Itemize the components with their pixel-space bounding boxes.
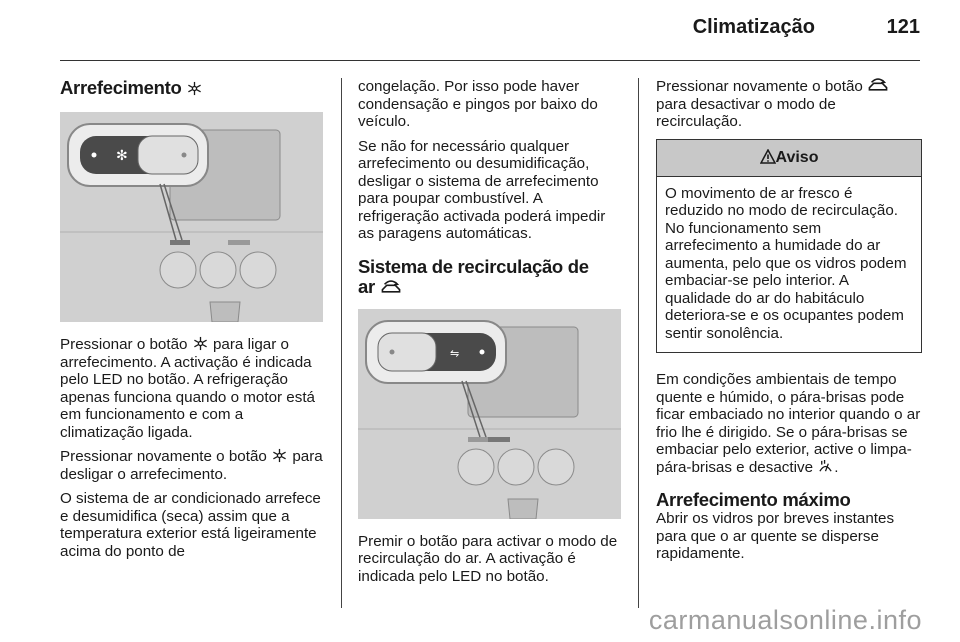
paragraph: Pressionar novamente o botão para desactivar o modo de recirculação. [656, 78, 922, 131]
recirculation-icon [380, 280, 402, 295]
snowflake-icon [192, 336, 209, 351]
recirculation-icon [867, 78, 889, 93]
paragraph: Pressionar o botão para ligar o arrefecimento. A activação é indicada pelo LED no botão. A refrigeração apenas funciona quando o motor está em funcionamento e com a climatização ligada. [60, 336, 315, 441]
section-heading-recirculation: Sistema de recirculação de ar [358, 255, 589, 297]
column-2 [358, 78, 624, 592]
windscreen-wiper-icon [817, 459, 834, 474]
paragraph: Se não for necessário qualquer arrefecimento ou desumidificação, desligar o sistema de arrefecimento para poupar combustível. A refrigeração activada poderá impedir as paragens automáticas. [358, 137, 606, 242]
svg-text:✻: ✻ [116, 148, 128, 164]
ac-button-photo [60, 112, 323, 322]
section-heading-max-cooling: Arrefecimento máximo [656, 489, 851, 510]
paragraph: Abrir os vidros por breves instantes para que o ar quente se disperse rapidamente. [656, 510, 895, 562]
column-3 [656, 78, 922, 570]
section-heading-cooling: Arrefecimento [60, 78, 326, 98]
recirculation-button-photo [358, 309, 621, 519]
paragraph: congelação. Por isso pode haver condensação e pingos por baixo do veículo. [358, 78, 598, 130]
warning-triangle-icon [760, 149, 776, 164]
warning-body: O movimento de ar fresco é reduzido no modo de recirculação. No funcionamento sem arrefecimento a humidade do ar aumenta, pelo que os vidros podem embaciar-se pelo interior. A qualidade do ar do habitáculo deteriora-se e os ocupantes podem sentir sonolência. [665, 184, 907, 342]
snowflake-icon [271, 448, 288, 463]
chapter-title: Climatização [692, 16, 815, 38]
paragraph: Premir o botão para activar o modo de recirculação do ar. A activação é indicada pelo LED no botão. [358, 532, 618, 585]
warning-box [656, 139, 922, 354]
paragraph: O sistema de ar condicionado arrefece e desumidifica (seca) assim que a temperatura exterior está ligeiramente acima do ponto de [60, 490, 321, 560]
paragraph: Em condições ambientais de tempo quente e húmido, o pára-brisas pode ficar embaciado no interior quando o ar frio lhe é dirigido. Se o pára-brisas se embaciar pelo exterior, active o limpa-pára-brisas e desactive . [656, 371, 921, 476]
warning-header [657, 140, 921, 177]
page-number: 121 [886, 16, 920, 38]
snowflake-icon [186, 81, 203, 96]
svg-text:⇋: ⇋ [450, 346, 460, 360]
warning-title: Aviso [775, 148, 819, 166]
column-divider [341, 78, 342, 608]
header-divider [60, 60, 920, 61]
column-divider [638, 78, 639, 608]
paragraph: Pressionar novamente o botão para desligar o arrefecimento. [60, 448, 323, 483]
column-1 [60, 78, 326, 567]
watermark: carmanualsonline.info [648, 605, 922, 635]
